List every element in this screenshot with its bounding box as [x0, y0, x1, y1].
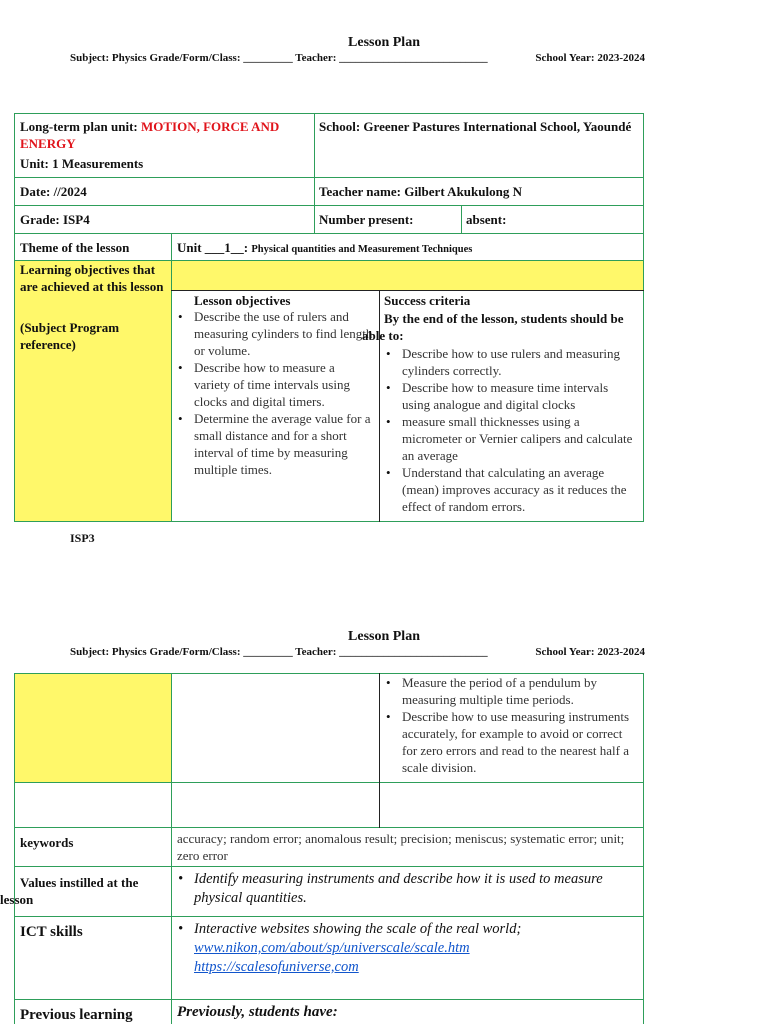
page2-header: [70, 646, 645, 658]
header-subject: Subject: Physics Grade/Form/Class: _________ Teacher: ___________________________: [70, 646, 488, 658]
success-criteria-title: Success criteria: [384, 293, 471, 308]
program-reference: (Subject Program reference): [20, 320, 120, 352]
absent-field: absent:: [466, 212, 507, 227]
lesson-objectives-list: [172, 308, 374, 478]
school-name: School: Greener Pastures International School, Yaoundé: [319, 119, 632, 134]
success-criteria-list: [380, 345, 638, 515]
grade-field: Grade: ISP4: [20, 212, 90, 227]
list-item: • Measure the period of a pendulum by measuring multiple time periods.: [380, 674, 638, 708]
page1-title: Lesson Plan: [348, 35, 420, 50]
ict-skills-label: ICT skills: [20, 924, 83, 940]
page2-title: Lesson Plan: [348, 629, 420, 644]
list-item: • Describe how to use measuring instruments accurately, for example to avoid or correct for zero errors and read to the nearest half a scale division.: [380, 708, 638, 776]
lesson-objectives-title: Lesson objectives: [194, 293, 291, 308]
ict-link-nikon[interactable]: www.nikon,com/about/sp/universcale/scale.htm: [194, 940, 470, 956]
list-item: • Interactive websites showing the scale of the real world; www.nikon,com/about/sp/universcale/scale.htm https://scalesofuniverse,com: [172, 920, 638, 977]
header-school-year: School Year: 2023-2024: [535, 646, 645, 658]
list-item: • measure small thicknesses using a micrometer or Vernier calipers and calculate an average: [380, 413, 638, 464]
ict-skills-list: [172, 920, 638, 977]
number-present: Number present:: [319, 212, 414, 227]
theme-value: Unit ___1__: Physical quantities and Measurement Techniques: [177, 240, 473, 255]
list-item: • Describe how to measure a variety of time intervals using clocks and digital timers.: [172, 359, 374, 410]
unit-label: Unit: 1 Measurements: [20, 156, 144, 171]
list-item: • Describe the use of rulers and measuring cylinders to find length or volume.: [172, 308, 374, 359]
values-label-cont: lesson: [0, 892, 34, 907]
objectives-label: Learning objectives that are achieved at this lesson: [20, 262, 164, 294]
success-criteria-list-continued: [380, 674, 638, 776]
list-item: • Describe how to use rulers and measuring cylinders correctly.: [380, 345, 638, 379]
objectives-header-fill: [171, 261, 643, 291]
success-intro: By the end of the lesson, students should be: [384, 311, 624, 326]
ict-link-scales[interactable]: https://scalesofuniverse,com: [194, 959, 359, 975]
longterm-plan-unit: Long-term plan unit: MOTION, FORCE AND ENERGY: [20, 119, 280, 151]
list-item: • Describe how to measure time intervals using analogue and digital clocks: [380, 379, 638, 413]
header-school-year: School Year: 2023-2024: [535, 52, 645, 64]
values-label: Values instilled at the: [20, 875, 139, 890]
list-item: • Identify measuring instruments and describe how it is used to measure physical quantities.: [172, 870, 638, 908]
page1-header: [70, 52, 645, 64]
values-list: [172, 870, 638, 908]
date-field: Date: //2024: [20, 184, 87, 199]
page1-footer: ISP3: [70, 531, 95, 545]
list-item: • Determine the average value for a small distance and for a short interval of time by measuring multiple times.: [172, 410, 374, 478]
previous-learning-label: Previous learning: [20, 1007, 133, 1023]
success-intro-cont: able to:: [362, 328, 404, 343]
previous-learning-text: Previously, students have:: [177, 1004, 338, 1020]
theme-label: Theme of the lesson: [20, 240, 130, 255]
list-item: • Understand that calculating an average (mean) improves accuracy as it reduces the effect of random errors.: [380, 464, 638, 515]
keywords-value: accuracy; random error; anomalous result; precision; meniscus; systematic error; unit; zero error: [177, 831, 625, 863]
header-subject: Subject: Physics Grade/Form/Class: _________ Teacher: ___________________________: [70, 52, 488, 64]
objectives-label-fill: [15, 261, 171, 521]
keywords-label: keywords: [20, 835, 74, 850]
teacher-name: Teacher name: Gilbert Akukulong N: [319, 184, 522, 199]
continued-label-fill: [15, 674, 171, 782]
